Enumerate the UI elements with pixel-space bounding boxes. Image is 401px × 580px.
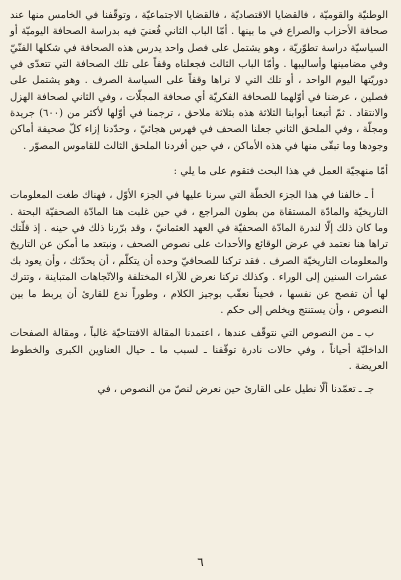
page-number: ٦ — [197, 555, 204, 569]
document-page — [10, 8, 388, 578]
paragraph-a: أ ـ خالفنا في هذا الجزء الخطّة التي سرنا عليها في الجزء الأوّل ، فهناك طغت المعلومات التاريخيّة والمادّة المستقاة من بطون المراجع ، في حين غلبت هنا المادّة الصحفيّة البحتة . وما كان ذلك إلّا لندرة المادّة الصحفيّة في العهد العثمانيّ ، وقد برّرنا ذلك في حينه . إذ قلّتك تراها هنا نعتمد في عرض الوقائع والأحداث على نصوص الصحف ، ونبتعد ما أمكن عن التاريخ والمعلومات التاريخيّة الصرف . فقد تركنا للصحافيّ وحده أن يتكلّم ، أن يحدّثك ، وأن يعود بك عشرات السنين إلى الوراء . وكذلك تركنا نعرض للآراء المختلفة والاتّجاهات المتباينة ، وتترك لها أن تفصح عن نفسها ، فحيناً نعقّب بوجيز الكلام ، وطوراً ندع للقارئ أن يربط ما بين النصوص ، وأن يستنتج ويخلص إلى حكم . — [10, 190, 388, 316]
methodology-heading: أمّا منهجيّة العمل في هذا البحث فتقوم على ما يلي : — [173, 166, 388, 178]
paragraph-b: ب ـ من النصوص التي نتوقّف عندها ، اعتمدنا المقالة الافتتاحيّة غالباً ، ومقالة الصفحات الداخليّة أحياناً ، وفي حالات نادرة توقّفنا ـ لسبب ما ـ حيال العناوين الكبرى والخطوط العريضة . — [10, 328, 388, 372]
intro-paragraph: الوطنيّة والقوميّة ، فالقضايا الاقتصاديّة ، فالقضايا الاجتماعيّة ، وتوقّفنا في الخامس منها عند صحافة الأحزاب والصراع في ما بينها . أمّا الباب الثاني فُعنيَ فيه بدراسة الصحافة اليوميّة أو السياسيّة دراسة تطوّريّة ، وهو يشتمل على فصل واحد يدرس هذه الصحافة في شكلها الفنّيّ وفي مضامينها وأساليبها . وأمّا الباب الثالث فجعلناه وقفاً على تلك الصحافة التي تتعدّى في دوريّتها اليوم الواحد ، أو تلك التي لا نراها وقفاً على السياسة الصرف . وهو يشتمل على فصلين ، عرضنا في أوّلهما للصحافة الفكريّة أي صحافة المجلّات ، وفي الثاني لصحافة الهزل والانتقاد . ثمّ أتبعنا أبوابنا الثلاثة هذه بثلاثة ملاحق ، ترجمنا في أوّلها لأكثر من (٦٠٠) جريدة ومجلّة ، وفي الملحق الثاني جعلنا الصحف في فهرس هجائيّ ، وحدّدنا إزاء كلّ صحيفة أماكن وجودها وما تبقّى منها في هذه الأماكن ، في حين أفردنا الملحق الثالث للقاموس المصوّر . — [10, 10, 388, 152]
paragraph-c: جـ ـ تعمّدنا ألّا نطيل على القارئ حين نعرض لنصّ من النصوص ، في — [97, 384, 374, 396]
